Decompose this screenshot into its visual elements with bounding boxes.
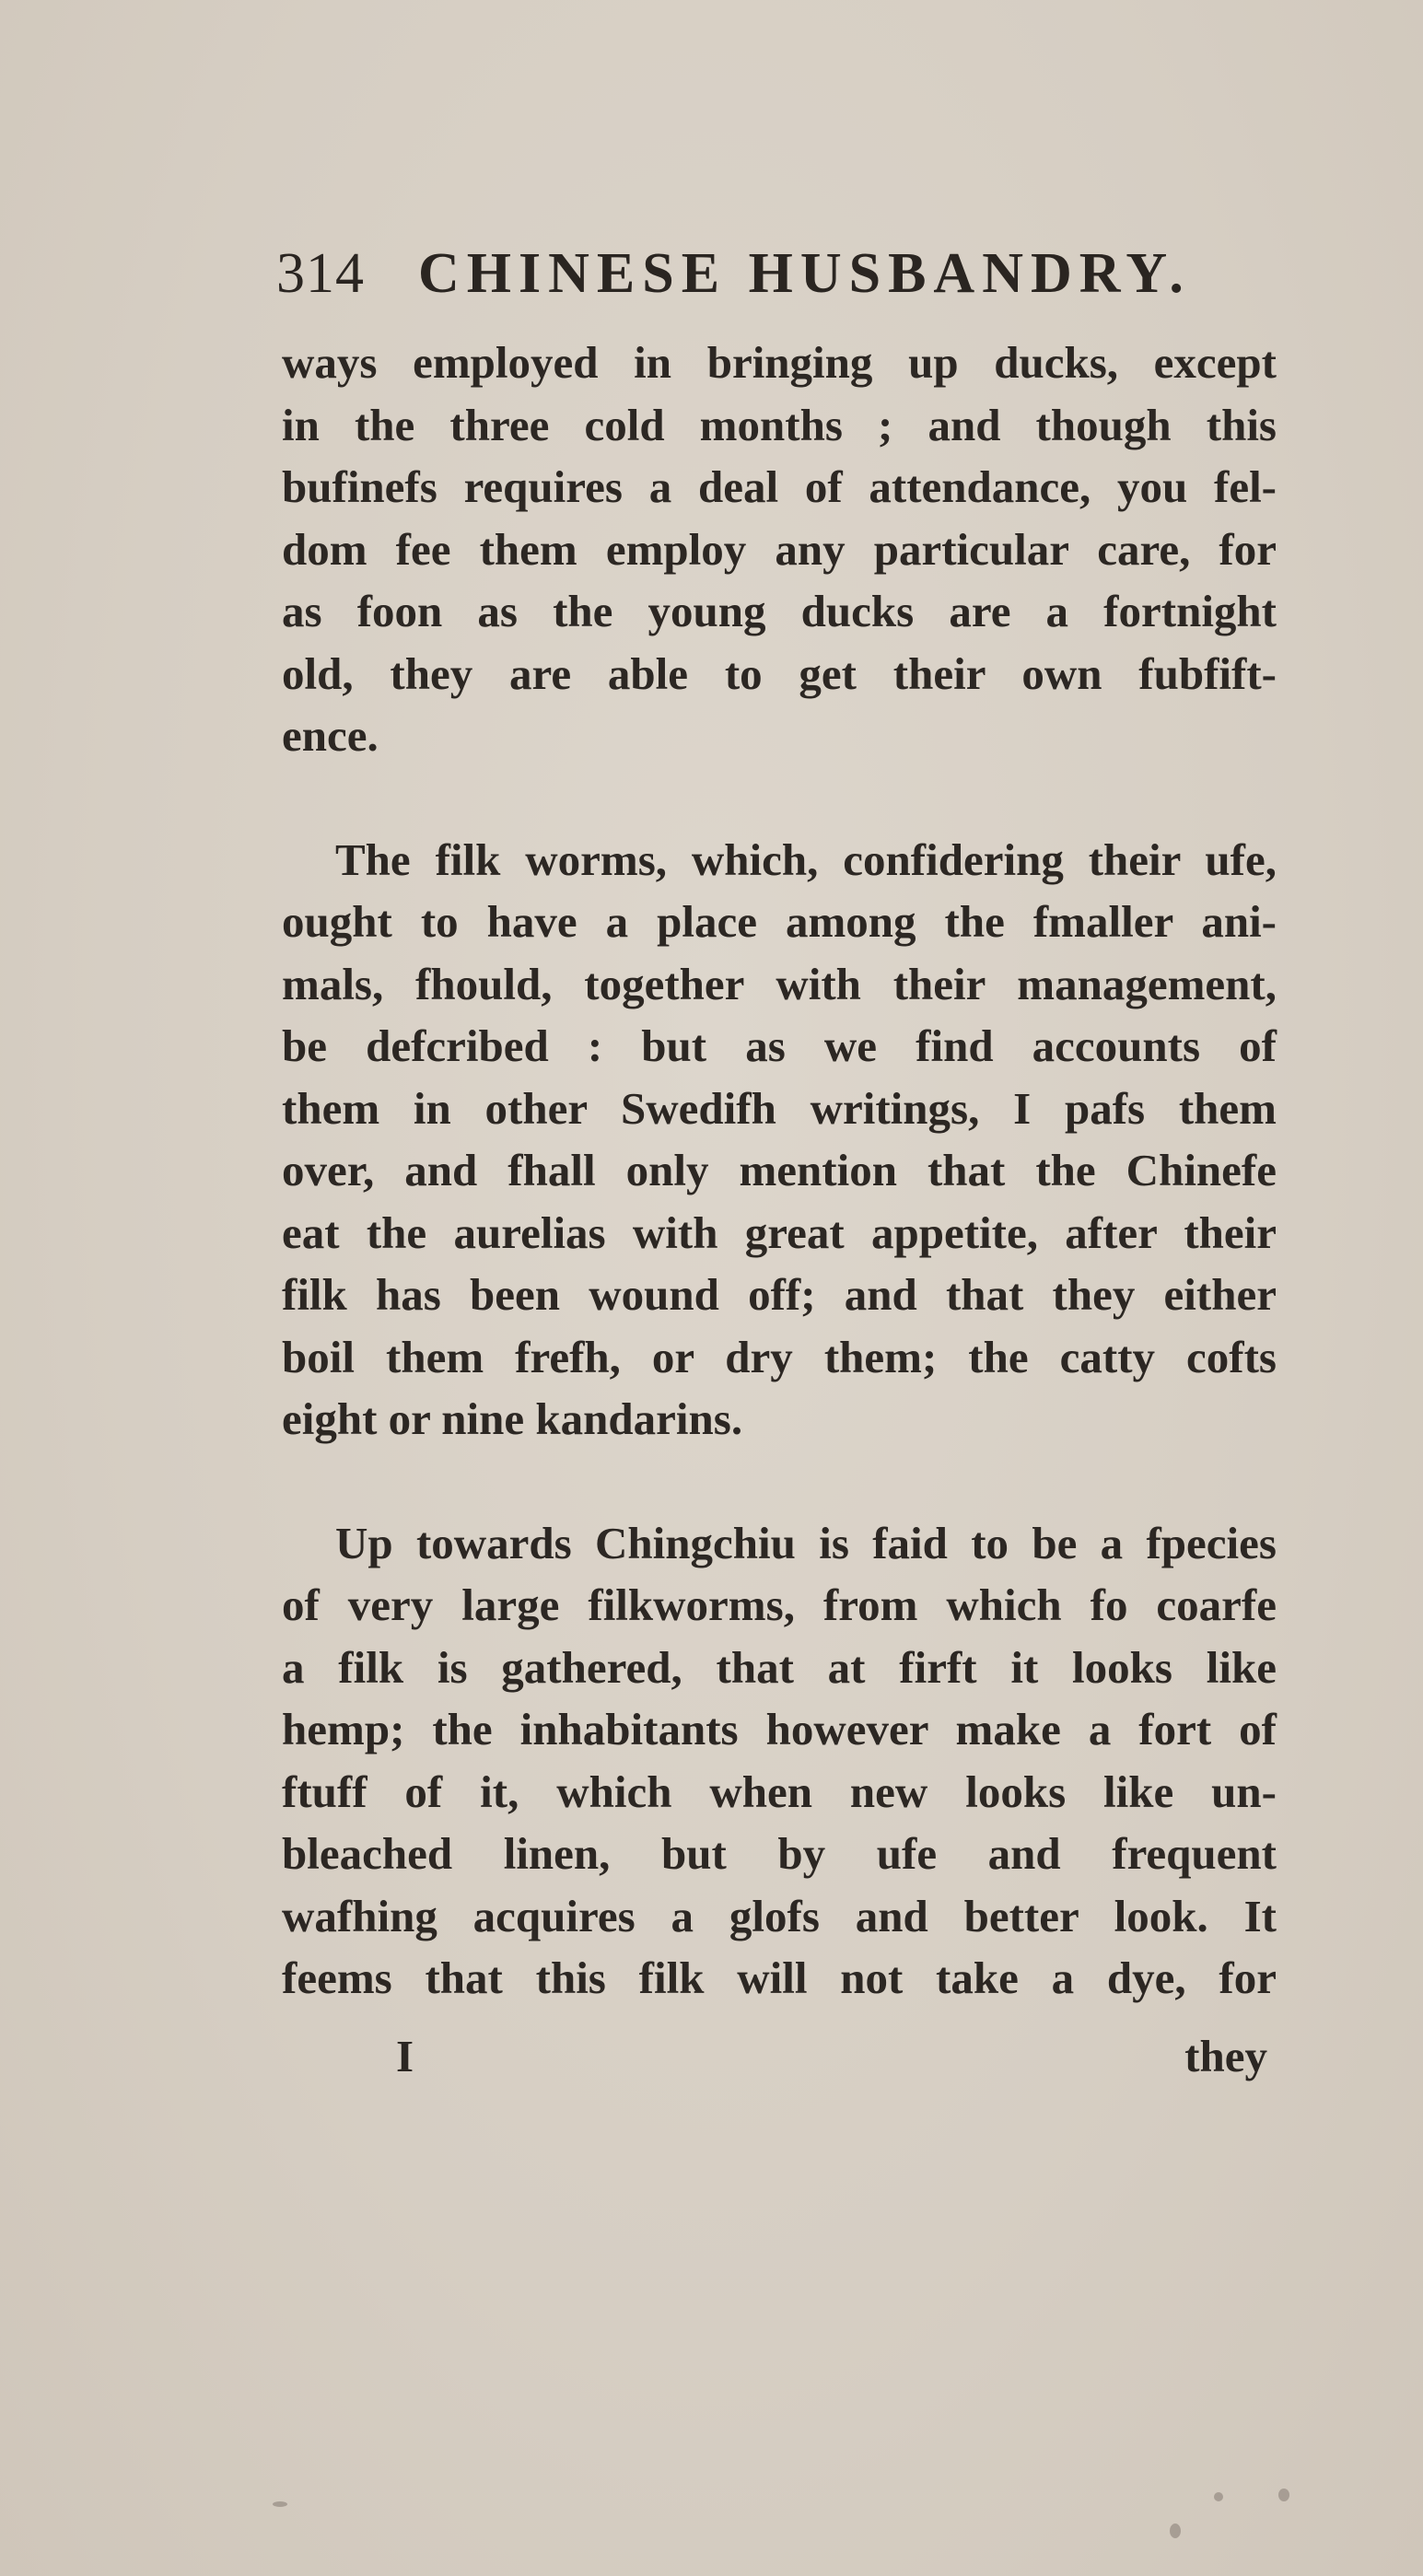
text-line: filk has been wound off; and that they either	[282, 1269, 1277, 1320]
paragraph-silk-worms	[282, 829, 1277, 1451]
paper-speck	[1170, 2524, 1181, 2538]
text-line: a filk is gathered, that at firft it looks like	[282, 1641, 1277, 1693]
paragraph-chingchiu	[282, 1512, 1277, 2010]
text-line: wafhing acquires a glofs and better look. It	[282, 1890, 1277, 1941]
text-line: be defcribed : but as we find accounts of	[282, 1020, 1277, 1071]
catchword: they	[1184, 2031, 1267, 2081]
text-line: The filk worms, which, confidering their ufe,	[335, 833, 1277, 885]
text-line: as foon as the young ducks are a fortnight	[282, 586, 1277, 636]
body-text	[282, 332, 1277, 2010]
paper-speck	[1278, 2489, 1289, 2501]
text-line: Up towards Chingchiu is faid to be a fpecies	[335, 1517, 1277, 1568]
text-line: bufinefs requires a deal of attendance, you fel-	[282, 461, 1277, 512]
text-line: ways employed in bringing up ducks, except	[282, 337, 1277, 388]
text-line: mals, fhould, together with their management,	[282, 958, 1277, 1009]
text-line: eat the aurelias with great appetite, after their	[282, 1206, 1277, 1258]
text-line: ftuff of it, which when new looks like un-	[282, 1766, 1277, 1817]
text-line: bleached linen, but by ufe and frequent	[282, 1828, 1277, 1879]
text-line: over, and fhall only mention that the Chinefe	[282, 1145, 1277, 1195]
paper-speck	[273, 2501, 287, 2507]
paper-speck	[1214, 2492, 1223, 2501]
text-line: feems that this filk will not take a dye, for	[282, 1952, 1277, 2003]
text-line: hemp; the inhabitants however make a fort of	[282, 1704, 1277, 1754]
page-footer	[282, 2030, 1277, 2094]
text-line: ought to have a place among the fmaller ani-	[282, 896, 1277, 947]
text-line: of very large filkworms, from which fo coarfe	[282, 1579, 1277, 1630]
running-title: CHINESE HUSBANDRY.	[418, 242, 1191, 305]
text-line: boil them frefh, or dry them; the catty cofts	[282, 1331, 1277, 1382]
paragraph-ducks	[282, 332, 1277, 767]
text-line: dom fee them employ any particular care, for	[282, 523, 1277, 575]
running-head	[276, 241, 1289, 315]
signature-mark: I	[396, 2031, 414, 2081]
text-line: them in other Swedifh writings, I pafs them	[282, 1082, 1277, 1134]
text-line: ence.	[282, 710, 379, 761]
text-line: old, they are able to get their own fubfift-	[282, 647, 1277, 699]
page-number: 314	[276, 242, 365, 305]
text-line: eight or nine kandarins.	[282, 1393, 743, 1444]
text-line: in the three cold months ; and though this	[282, 399, 1277, 450]
